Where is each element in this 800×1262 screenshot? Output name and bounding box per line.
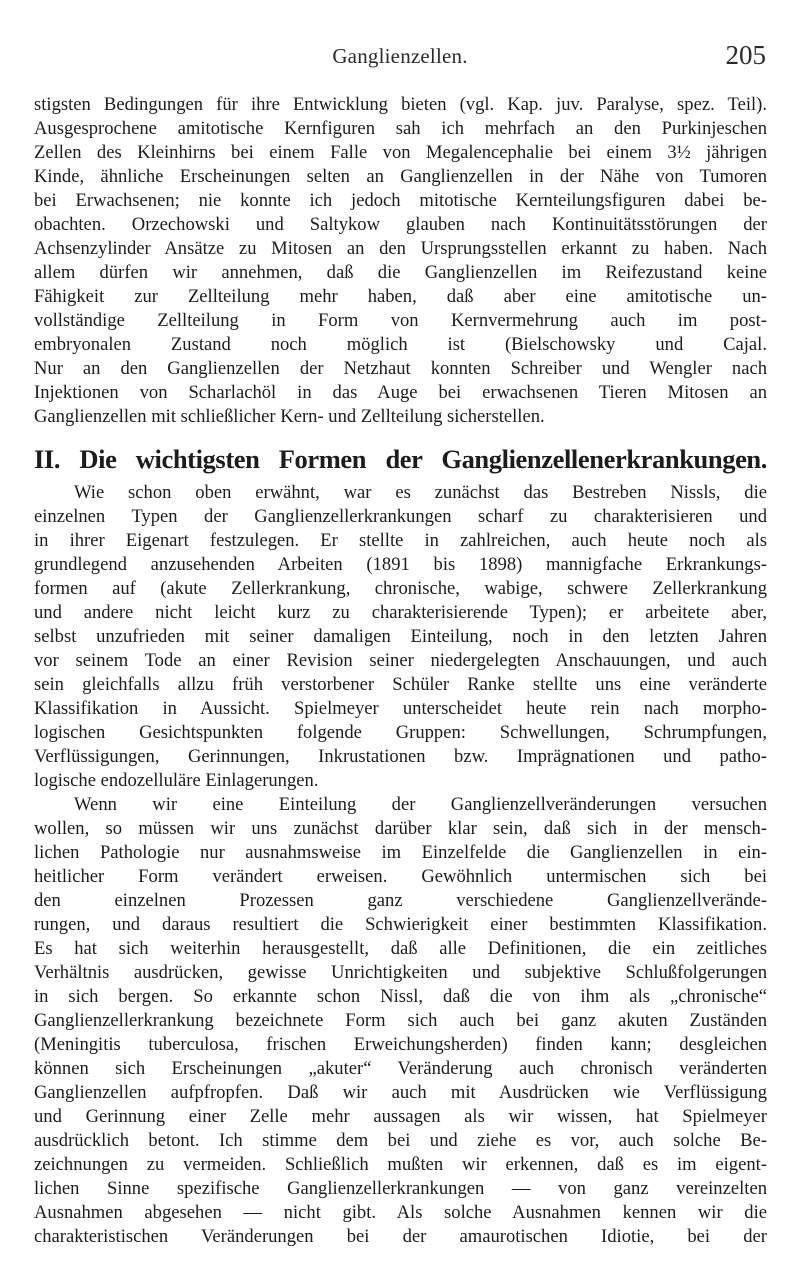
text-line: Wenn wir eine Einteilung der Ganglienzellveränderungen versuchen [74, 794, 767, 815]
page-number: 205 [725, 40, 766, 70]
text-line: grundlegend anzusehenden Arbeiten (1891 bis 1898) mannigfache Erkrankungs- [34, 554, 767, 575]
text-line: Verhältnis ausdrücken, gewisse Unrichtigkeiten und subjektive Schlußfolgerungen [34, 962, 767, 983]
text-line: Verflüssigungen, Gerinnungen, Inkrustationen bzw. Imprägnationen und patho- [34, 746, 767, 767]
text-line: rungen, und daraus resultiert die Schwierigkeit einer bestimmten Klassifikation. [34, 914, 767, 935]
text-line: und andere nicht leicht kurz zu charakterisierende Typen); er arbeitete aber, [34, 602, 767, 623]
text-line: zeichnungen zu vermeiden. Schließlich mußten wir erkennen, daß es im eigent- [34, 1154, 767, 1175]
text-line: stigsten Bedingungen für ihre Entwicklung bieten (vgl. Kap. juv. Paralyse, spez. Teil). [34, 94, 767, 115]
text-line: Fähigkeit zur Zellteilung mehr haben, daß aber eine amitotische un- [34, 286, 767, 307]
text-line: Kinde, ähnliche Erscheinungen selten an Ganglienzellen in der Nähe von Tumoren [34, 166, 767, 187]
text-line: Nur an den Ganglienzellen der Netzhaut konnten Schreiber und Wengler nach [34, 358, 767, 379]
paragraph [34, 481, 767, 793]
text-line: lichen Sinne spezifische Ganglienzellerkrankungen — von ganz vereinzelten [34, 1178, 767, 1199]
text-line: Ganglienzellerkrankung bezeichnete Form sich auch bei ganz akuten Zuständen [34, 1010, 767, 1031]
text-line: vor seinem Tode an einer Revision seiner niedergelegten Anschauungen, und auch [34, 650, 767, 671]
text-line: bei Erwachsenen; nie konnte ich jedoch mitotische Kernteilungsfiguren dabei be- [34, 190, 767, 211]
text-line: heitlicher Form verändert erweisen. Gewöhnlich untermischen sich bei [34, 866, 767, 887]
text-line: sein gleichfalls allzu früh verstorbener Schüler Ranke stellte uns eine veränderte [34, 674, 767, 695]
text-line: in sich bergen. So erkannte schon Nissl, daß die von ihm als „chronische“ [34, 986, 767, 1007]
section-heading: II. Die wichtigsten Formen der Ganglienzellenerkrankungen. [34, 444, 767, 474]
text-line: formen auf (akute Zellerkrankung, chronische, wabige, schwere Zellerkrankung [34, 578, 767, 599]
text-line: lichen Pathologie nur ausnahmsweise im Einzelfelde die Ganglienzellen in ein- [34, 842, 767, 863]
paragraph [34, 793, 767, 1249]
text-line: Ganglienzellen mit schließlicher Kern- und Zellteilung sicherstellen. [34, 406, 545, 427]
text-line: allem dürfen wir annehmen, daß die Ganglienzellen im Reifezustand keine [34, 262, 767, 283]
text-line: den einzelnen Prozessen ganz verschiedene Ganglienzellverände- [34, 890, 767, 911]
text-line: Ausnahmen abgesehen — nicht gibt. Als solche Ausnahmen kennen wir die [34, 1202, 767, 1223]
text-line: selbst unzufrieden mit seiner damaligen Einteilung, noch in den letzten Jahren [34, 626, 767, 647]
text-line: und Gerinnung einer Zelle mehr aussagen als wir wissen, hat Spielmeyer [34, 1106, 767, 1127]
text-line: Injektionen von Scharlachöl in das Auge bei erwachsenen Tieren Mitosen an [34, 382, 767, 403]
text-line: Ausgesprochene amitotische Kernfiguren sah ich mehrfach an den Purkinjeschen [34, 118, 767, 139]
text-line: (Meningitis tuberculosa, frischen Erweichungsherden) finden kann; desgleichen [34, 1034, 767, 1055]
text-line: Es hat sich weiterhin herausgestellt, daß alle Definitionen, die ein zeitliches [34, 938, 767, 959]
text-line: in ihrer Eigenart festzulegen. Er stellte in zahlreichen, auch heute noch als [34, 530, 767, 551]
text-line: Klassifikation in Aussicht. Spielmeyer unterscheidet heute rein nach morpho- [34, 698, 767, 719]
text-line: obachten. Orzechowski und Saltykow glauben nach Kontinuitätsstörungen der [34, 214, 767, 235]
text-line: Ganglienzellen aufpfropfen. Daß wir auch mit Ausdrücken wie Verflüssigung [34, 1082, 767, 1103]
text-line: ausdrücklich betont. Ich stimme dem bei und ziehe es vor, auch solche Be- [34, 1130, 767, 1151]
paragraph [34, 93, 767, 429]
text-line: Wie schon oben erwähnt, war es zunächst das Bestreben Nissls, die [74, 482, 767, 503]
text-line: charakteristischen Veränderungen bei der amaurotischen Idiotie, bei der [34, 1226, 767, 1247]
text-line: wollen, so müssen wir uns zunächst darüber klar sein, daß sich in der mensch- [34, 818, 767, 839]
text-line: Achsenzylinder Ansätze zu Mitosen an den Ursprungsstellen erkannt zu haben. Nach [34, 238, 767, 259]
running-title: Ganglienzellen. [332, 44, 468, 68]
text-line: Zellen des Kleinhirns bei einem Falle von Megalencephalie bei einem 3½ jährigen [34, 142, 767, 163]
body-text [34, 93, 767, 1249]
text-line: logischen Gesichtspunkten folgende Gruppen: Schwellungen, Schrumpfungen, [34, 722, 767, 743]
text-line: logische endozelluläre Einlagerungen. [34, 770, 319, 791]
text-line: können sich Erscheinungen „akuter“ Veränderung auch chronisch veränderten [34, 1058, 767, 1079]
text-line: einzelnen Typen der Ganglienzellerkrankungen scharf zu charakterisieren und [34, 506, 767, 527]
text-line: embryonalen Zustand noch möglich ist (Bielschowsky und Cajal. [34, 334, 767, 355]
running-head [0, 40, 800, 74]
text-line: vollständige Zellteilung in Form von Kernvermehrung auch im post- [34, 310, 767, 331]
